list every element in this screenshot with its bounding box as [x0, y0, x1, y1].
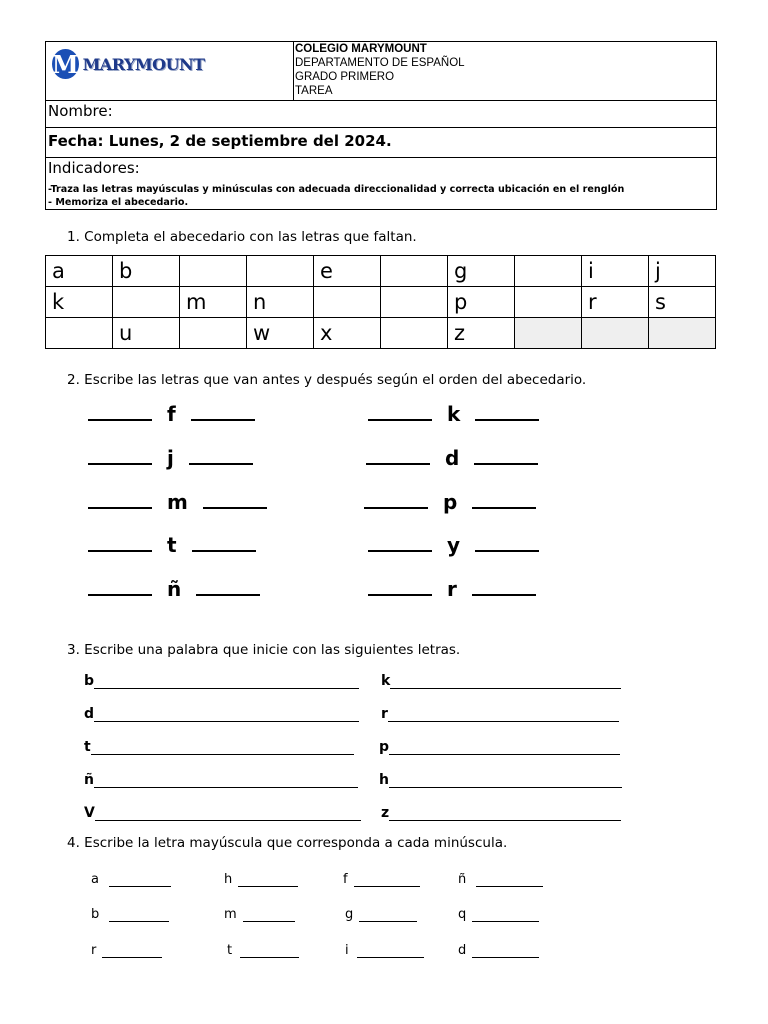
date-label: Fecha: Lunes, 2 de septiembre del 2024. — [48, 132, 392, 150]
word-line — [381, 673, 621, 689]
uppercase-answer-line[interactable] — [238, 876, 298, 887]
school-info — [295, 42, 465, 98]
sequence-item — [88, 577, 260, 601]
uppercase-answer-line[interactable] — [109, 911, 169, 922]
alphabet-table — [45, 255, 716, 349]
answer-blank[interactable] — [368, 419, 432, 421]
uppercase-item — [91, 907, 169, 922]
alphabet-cell: s — [649, 287, 716, 318]
uppercase-answer-line[interactable] — [476, 876, 543, 887]
table-row — [46, 287, 716, 318]
lowercase-letter: a — [91, 872, 99, 887]
alphabet-cell-blank[interactable] — [113, 287, 180, 318]
sequence-letter: k — [446, 402, 461, 426]
question-4: 4. Escribe la letra mayúscula que corresponda a cada minúscula. — [67, 835, 508, 851]
word-answer-line[interactable] — [94, 709, 359, 722]
lowercase-letter: f — [343, 872, 348, 887]
question-1: 1. Completa el abecedario con las letras que faltan. — [67, 229, 417, 245]
lowercase-letter: h — [224, 872, 233, 887]
lowercase-letter: ñ — [458, 872, 467, 887]
sequence-letter: f — [166, 402, 176, 426]
word-answer-line[interactable] — [91, 742, 354, 755]
name-label: Nombre: — [48, 102, 113, 120]
word-line — [84, 706, 359, 722]
lowercase-letter: r — [91, 943, 97, 958]
answer-blank[interactable] — [472, 507, 536, 509]
answer-blank[interactable] — [475, 550, 539, 552]
logo-cell — [46, 42, 294, 100]
sequence-letter: m — [166, 490, 188, 514]
answer-blank[interactable] — [88, 550, 152, 552]
answer-blank[interactable] — [203, 507, 267, 509]
word-letter: d — [84, 706, 95, 722]
answer-blank[interactable] — [364, 507, 428, 509]
alphabet-cell: x — [314, 318, 381, 349]
lowercase-letter: d — [458, 943, 467, 958]
word-letter: b — [84, 673, 95, 689]
alphabet-cell: u — [113, 318, 180, 349]
uppercase-answer-line[interactable] — [357, 947, 424, 958]
word-line — [84, 772, 358, 788]
word-line — [379, 772, 622, 788]
alphabet-cell: r — [582, 287, 649, 318]
alphabet-cell-blank[interactable] — [314, 287, 381, 318]
alphabet-cell: w — [247, 318, 314, 349]
alphabet-cell-blank[interactable] — [180, 318, 247, 349]
word-line — [84, 673, 359, 689]
uppercase-answer-line[interactable] — [354, 876, 420, 887]
answer-blank[interactable] — [88, 507, 152, 509]
alphabet-cell-shaded — [649, 318, 716, 349]
word-line — [381, 805, 621, 821]
uppercase-answer-line[interactable] — [243, 911, 295, 922]
uppercase-item — [224, 907, 295, 922]
alphabet-cell: n — [247, 287, 314, 318]
alphabet-cell: p — [448, 287, 515, 318]
sequence-letter: r — [446, 577, 457, 601]
alphabet-cell: a — [46, 256, 113, 287]
word-line — [84, 805, 361, 821]
uppercase-answer-line[interactable] — [472, 947, 539, 958]
word-letter: r — [381, 706, 388, 722]
answer-blank[interactable] — [192, 550, 256, 552]
sequence-letter: t — [166, 533, 177, 557]
lowercase-letter: g — [345, 907, 354, 922]
word-answer-line[interactable] — [389, 808, 621, 821]
date-row — [46, 127, 716, 157]
indicators-label: Indicadores: — [48, 159, 140, 177]
word-answer-line[interactable] — [389, 775, 622, 788]
uppercase-item — [345, 943, 424, 958]
logo-wordmark: MARYMOUNT — [82, 54, 205, 74]
word-letter: z — [381, 805, 390, 821]
sequence-item — [88, 446, 253, 470]
sequence-letter: d — [444, 446, 460, 470]
alphabet-cell: m — [180, 287, 247, 318]
uppercase-answer-line[interactable] — [240, 947, 299, 958]
alphabet-cell-shaded — [515, 318, 582, 349]
alphabet-cell: z — [448, 318, 515, 349]
uppercase-answer-line[interactable] — [102, 947, 162, 958]
uppercase-item — [458, 872, 543, 887]
lowercase-letter: t — [227, 943, 233, 958]
sequence-item — [368, 533, 539, 557]
alphabet-cell-blank[interactable] — [381, 287, 448, 318]
alphabet-cell-blank[interactable] — [46, 318, 113, 349]
answer-blank[interactable] — [472, 594, 536, 596]
word-letter: k — [381, 673, 391, 689]
table-row — [46, 256, 716, 287]
alphabet-cell: g — [448, 256, 515, 287]
alphabet-cell-blank[interactable] — [381, 256, 448, 287]
sequence-item — [88, 533, 256, 557]
sequence-letter: ñ — [166, 577, 182, 601]
task-label: TAREA — [295, 85, 333, 97]
alphabet-cell-shaded — [582, 318, 649, 349]
grade: GRADO PRIMERO — [295, 71, 395, 83]
uppercase-answer-line[interactable] — [472, 911, 539, 922]
uppercase-answer-line[interactable] — [359, 911, 417, 922]
alphabet-cell: k — [46, 287, 113, 318]
uppercase-item — [91, 872, 171, 887]
answer-blank[interactable] — [88, 594, 152, 596]
uppercase-item — [458, 907, 539, 922]
sequence-item — [364, 490, 536, 514]
answer-blank[interactable] — [189, 463, 253, 465]
word-answer-line[interactable] — [389, 742, 620, 755]
word-letter: t — [84, 739, 91, 755]
question-2: 2. Escribe las letras que van antes y después según el orden del abecedario. — [67, 372, 587, 388]
lowercase-letter: i — [345, 943, 349, 958]
department: DEPARTAMENTO DE ESPAÑOL — [295, 57, 465, 69]
question-3: 3. Escribe una palabra que inicie con las siguientes letras. — [67, 642, 461, 658]
alphabet-cell-blank[interactable] — [381, 318, 448, 349]
logo-m-icon: M — [52, 49, 79, 79]
uppercase-item — [224, 872, 298, 887]
uppercase-item — [91, 943, 162, 958]
school-name: COLEGIO MARYMOUNT — [295, 43, 427, 55]
word-answer-line[interactable] — [388, 709, 619, 722]
uppercase-answer-line[interactable] — [109, 876, 171, 887]
word-letter: V — [84, 805, 95, 821]
word-line — [84, 739, 354, 755]
word-letter: ñ — [84, 772, 94, 788]
word-answer-line[interactable] — [390, 676, 621, 689]
answer-blank[interactable] — [88, 463, 152, 465]
alphabet-cell-blank[interactable] — [247, 256, 314, 287]
word-letter: h — [379, 772, 389, 788]
lowercase-letter: m — [224, 907, 237, 922]
word-line — [381, 706, 619, 722]
sequence-item — [368, 402, 539, 426]
answer-blank[interactable] — [474, 463, 538, 465]
table-row — [46, 318, 716, 349]
answer-blank[interactable] — [366, 463, 430, 465]
word-answer-line[interactable] — [95, 808, 361, 821]
sequence-item — [366, 446, 538, 470]
alphabet-cell: b — [113, 256, 180, 287]
word-answer-line[interactable] — [94, 676, 359, 689]
answer-blank[interactable] — [88, 419, 152, 421]
uppercase-item — [343, 872, 420, 887]
alphabet-cell-blank[interactable] — [515, 287, 582, 318]
school-logo — [52, 48, 205, 80]
uppercase-item — [458, 943, 539, 958]
alphabet-cell: j — [649, 256, 716, 287]
lowercase-letter: b — [91, 907, 100, 922]
answer-blank[interactable] — [368, 594, 432, 596]
uppercase-item — [227, 943, 299, 958]
answer-blank[interactable] — [191, 419, 255, 421]
sequence-letter: p — [442, 490, 458, 514]
lowercase-letter: q — [458, 907, 467, 922]
sequence-item — [368, 577, 536, 601]
answer-blank[interactable] — [196, 594, 260, 596]
header-box — [45, 41, 717, 210]
word-answer-line[interactable] — [94, 775, 358, 788]
uppercase-item — [345, 907, 417, 922]
answer-blank[interactable] — [368, 550, 432, 552]
sequence-item — [88, 402, 255, 426]
answer-blank[interactable] — [475, 419, 539, 421]
indicator-2: - Memoriza el abecedario. — [48, 197, 189, 208]
sequence-letter: y — [446, 533, 461, 557]
word-line — [379, 739, 620, 755]
indicator-1: -Traza las letras mayúsculas y minúsculas con adecuada direccionalidad y correcta ubicación en el renglón — [48, 184, 625, 195]
sequence-item — [88, 490, 267, 514]
alphabet-cell: i — [582, 256, 649, 287]
sequence-letter: j — [166, 446, 174, 470]
alphabet-cell-blank[interactable] — [180, 256, 247, 287]
alphabet-cell: e — [314, 256, 381, 287]
name-row[interactable] — [46, 100, 716, 127]
indicators-row — [46, 157, 716, 210]
word-letter: p — [379, 739, 390, 755]
alphabet-cell-blank[interactable] — [515, 256, 582, 287]
